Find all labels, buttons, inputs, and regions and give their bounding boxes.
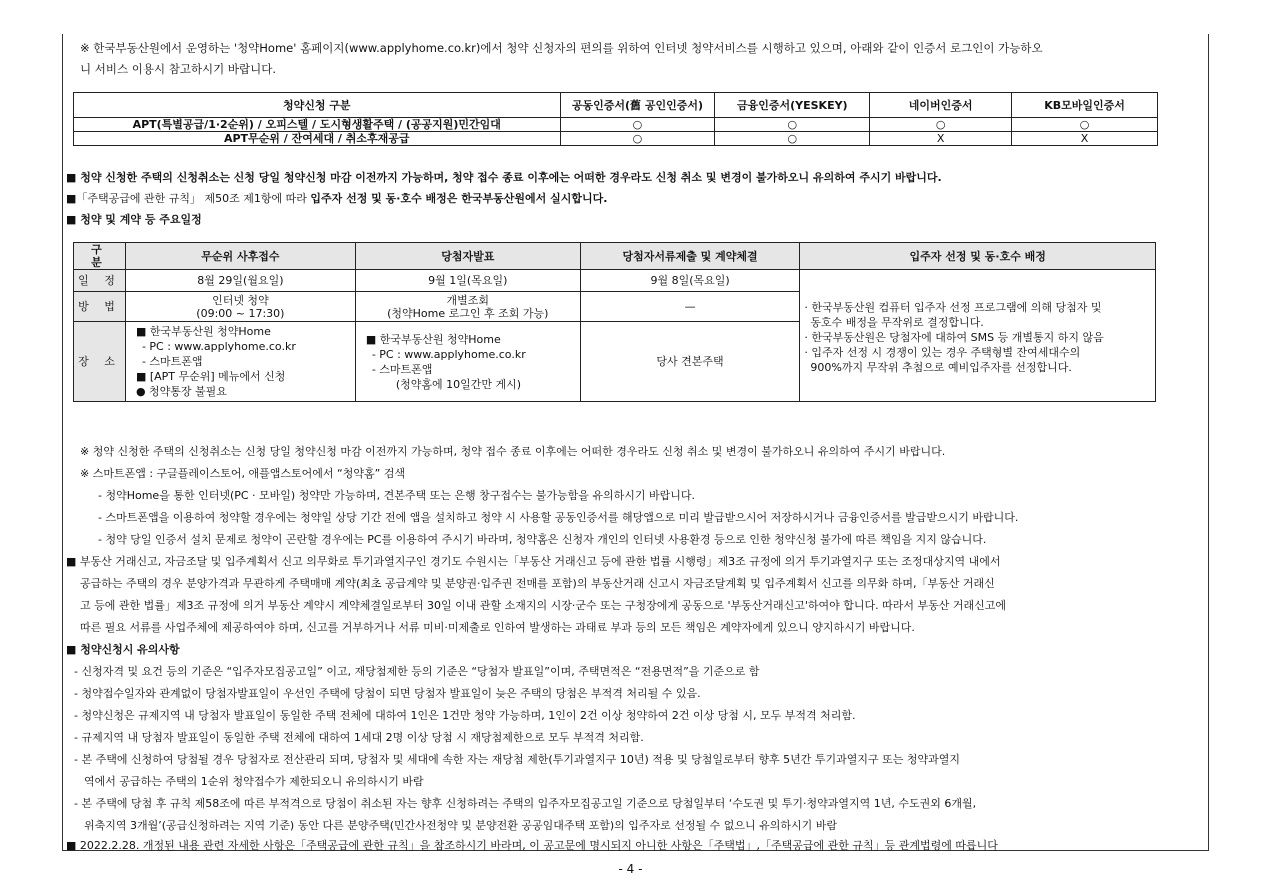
page-frame [62,34,1209,851]
method-announcement-line: 개별조회 [446,293,490,307]
table-row [74,132,1158,146]
cert-cell: X [870,132,1012,146]
assignment-notes [800,270,1156,402]
place-line: - PC : www.applyhome.co.kr [371,347,526,361]
cancel-notice: ■ 청약 신청한 주택의 신청취소는 신청 당일 청약신청 마감 이전까지 가능하며, 청약 접수 종료 이후에는 어떠한 경우라도 신청 취소 및 변경이 불가하오니 유의하여 주시기 바랍니다. [66,171,942,184]
caution-item: - 규제지역 내 당첨자 발표일이 동일한 주택 전체에 대하여 1세대 2명 이상 당첨 시 재당첨제한으로 모두 부적격 처리함. [74,731,644,744]
method-unranked [125,292,355,322]
schedule-header-assignment: 입주자 선정 및 동·호수 배정 [800,243,1156,270]
rule-notice-bold: 입주자 선정 및 동·호수 배정은 한국부동산원에서 실시합니다. [310,192,608,205]
cert-cell: ○ [560,118,715,132]
assignment-note: · 입주자 선정 시 경쟁이 있는 경우 주택형별 잔여세대수의 [804,346,1081,359]
method-announcement-detail: (청약Home 로그인 후 조회 가능) [387,306,549,320]
date-contract: 9월 8일(목요일) [580,270,800,292]
cert-cell: X [1012,132,1158,146]
cert-cell: ○ [870,118,1012,132]
caution-item: 역에서 공급하는 주택의 1순위 청약접수가 제한되오니 유의하시기 바람 [84,775,424,788]
place-line: ● 청약통장 불필요 [135,385,227,398]
caution-item: - 신청자격 및 요건 등의 기준은 “입주자모집공고일” 이고, 재당첨제한 등의 기준은 “당첨자 발표일”이며, 주택면적은 “전용면적”을 기준으로 함 [74,665,760,678]
assignment-note: 900%까지 무작위 추첨으로 예비입주자를 선정합니다. [810,361,1072,374]
note-line: ※ 청약 신청한 주택의 신청취소는 신청 당일 청약신청 마감 이전까지 가능하며, 청약 접수 종료 이후에는 어떠한 경우라도 신청 취소 및 변경이 불가하오니 유의하여 주시기 바랍니다. [80,445,946,458]
cert-header-category: 청약신청 구분 [74,93,561,118]
schedule-title: ■ 청약 및 계약 등 주요일정 [66,213,202,226]
intro-line-1: ※ 한국부동산원에서 운영하는 '청약Home' 홈페이지(www.applyhome.co.kr)에서 청약 신청자의 편의를 위하여 인터넷 청약서비스를 시행하고 있으며, 아래와 같이 인증서 로그인이 가능하오 [80,41,1043,55]
schedule-header-unranked: 무순위 사후접수 [125,243,355,270]
final-notice: ■ 2022.2.28. 개정된 내용 관련 자세한 사항은「주택공급에 관한 규칙」을 참조하시기 바라며, 이 공고문에 명시되지 아니한 사항은「주택법」,「주택공급에 관한 규칙」등 관계법령에 따릅니다 [66,839,998,852]
place-line: ■ 한국부동산원 청약Home [135,325,271,338]
realestate-line: 따른 필요 서류를 사업주체에 제공하여야 하며, 신고를 거부하거나 서류 미비·미제출로 인하여 발생하는 과태료 부과 등의 모든 책임은 계약자에게 있으니 양지하시기 바랍니다. [80,621,915,634]
cert-row-label: APT무순위 / 잔여세대 / 취소후재공급 [74,132,561,146]
caution-title: ■ 청약신청시 유의사항 [66,643,180,656]
place-contract: 당사 견본주택 [580,322,800,402]
schedule-label-method: 방 법 [74,292,126,322]
place-line: ■ [APT 무순위] 메뉴에서 신청 [135,370,286,383]
cert-cell: ○ [715,118,870,132]
method-contract: — [580,292,800,322]
date-unranked: 8월 29일(월요일) [125,270,355,292]
schedule-header-contract: 당첨자서류제출 및 계약체결 [580,243,800,270]
schedule-label-date: 일 정 [74,270,126,292]
cert-header-financial: 금융인증서(YESKEY) [715,93,870,118]
place-line: - PC : www.applyhome.co.kr [141,340,296,353]
cert-cell: ○ [560,132,715,146]
method-unranked-hours: (09:00 ~ 17:30) [196,306,285,320]
date-announcement: 9월 1일(목요일) [355,270,580,292]
note-line: - 스마트폰앱을 이용하여 청약할 경우에는 청약일 상당 기간 전에 앱을 설치하고 청약 시 사용할 공동인증서를 해당앱으로 미리 발급받으시어 저장하시거나 금융인증서를 발급받으시기 바랍니다. [98,511,1019,524]
caution-item: - 본 주택에 신청하여 당첨될 경우 당첨자로 전산관리 되며, 당첨자 및 세대에 속한 자는 재당첨 제한(투기과열지구 10년) 적용 및 당첨일로부터 향후 5년간 투기과열지구 또는 청약과열지 [74,753,961,766]
cert-header-naver: 네이버인증서 [870,93,1012,118]
page-number: - 4 - [618,862,643,876]
schedule-header-announcement: 당첨자발표 [355,243,580,270]
cert-header-kb: KB모바일인증서 [1012,93,1158,118]
schedule-header-category: 구 분 [74,243,126,270]
place-unranked [125,322,355,402]
schedule-label-place: 장 소 [74,322,126,402]
rule-notice-text: ■「주택공급에 관한 규칙」 제50조 제1항에 따라 [66,192,311,205]
cert-header-row [74,93,1158,118]
caution-item: 위축지역 3개월’(공급신청하려는 지역 기준) 동안 다른 분양주택(민간사전청약 및 분양전환 공공임대주택 포함)의 입주자로 선정될 수 없으니 유의하시기 바람 [84,819,838,832]
assignment-note: 동호수 배정을 무작위로 결정합니다. [810,316,984,329]
cert-cell: ○ [715,132,870,146]
place-line: - 스마트폰앱 [371,362,433,376]
note-line: ※ 스마트폰앱 : 구글플레이스토어, 애플앱스토어에서 “청약홈” 검색 [80,467,406,480]
method-announcement [355,292,580,322]
method-unranked-line: 인터넷 청약 [212,293,269,307]
place-line: ■ 한국부동산원 청약Home [365,332,501,346]
caution-item: - 청약신청은 규제지역 내 당첨자 발표일이 동일한 주택 전체에 대하여 1인은 1건만 청약 가능하며, 1인이 2건 이상 청약하여 2건 이상 당첨 시, 모두 부적격 처리함. [74,709,856,722]
cert-cell: ○ [1012,118,1158,132]
intro-line-2: 니 서비스 이용시 참고하시기 바랍니다. [80,62,277,76]
note-line: - 청약 당일 인증서 설치 문제로 청약이 곤란할 경우에는 PC를 이용하여 주시기 바라며, 청약홈은 신청자 개인의 인터넷 사용환경 등으로 인한 청약신청 불가에 따른 책임을 지지 않습니다. [98,533,987,546]
schedule-header-row [74,243,1156,270]
realestate-line: ■ 부동산 거래신고, 자금조달 및 입주계획서 신고 의무화로 투기과열지구인 경기도 수원시는「부동산 거래신고 등에 관한 법률 시행령」제3조 규정에 의거 투기과열지구 또는 조정대상지역 내에서 [66,555,1001,568]
assignment-note: · 한국부동산원은 당첨자에 대하여 SMS 등 개별통지 하지 않음 [804,331,1104,344]
rule-notice [66,191,607,207]
cert-row-label: APT(특별공급/1·2순위) / 오피스텔 / 도시형생활주택 / (공공지원)민간임대 [74,118,561,132]
realestate-line: 공급하는 주택의 경우 분양가격과 무관하게 주택매매 계약(최초 공급계약 및 분양권·입주권 전매를 포함)의 부동산거래 신고시 자금조달계획 및 입주계획서 신고를 의무화 하며,「부동산 거래신 [80,577,995,590]
caution-item: - 본 주택에 당첨 후 규칙 제58조에 따른 부적격으로 당첨이 취소된 자는 향후 신청하려는 주택의 입주자모집공고일 기준으로 당첨일부터 ‘수도권 및 투기·청약과열지역 1년, 수도권외 6개월, [74,797,977,810]
realestate-line: 고 등에 관한 법률」제3조 규정에 의거 부동산 계약시 계약체결일로부터 30일 이내 관할 소재지의 시장·군수 또는 구청장에게 공동으로 '부동산거래신고'하여야 합니다. 따라서 부동산 거래신고에 [80,599,1007,612]
assignment-note: · 한국부동산원 컴퓨터 입주자 선정 프로그램에 의해 당첨자 및 [804,301,1102,314]
place-line: (청약홈에 10일간만 게시) [395,377,522,391]
certificate-table [73,92,1158,146]
schedule-table [73,242,1156,402]
note-line: - 청약Home을 통한 인터넷(PC · 모바일) 청약만 가능하며, 견본주택 또는 은행 창구접수는 불가능함을 유의하시기 바랍니다. [98,489,695,502]
cert-header-joint: 공동인증서(舊 공인인증서) [560,93,715,118]
table-row [74,270,1156,292]
place-line: - 스마트폰앱 [141,355,203,368]
place-announcement [355,322,580,402]
caution-item: - 청약접수일자와 관계없이 당첨자발표일이 우선인 주택에 당첨이 되면 당첨자 발표일이 늦은 주택의 당첨은 부적격 처리될 수 있음. [74,687,701,700]
table-row [74,118,1158,132]
